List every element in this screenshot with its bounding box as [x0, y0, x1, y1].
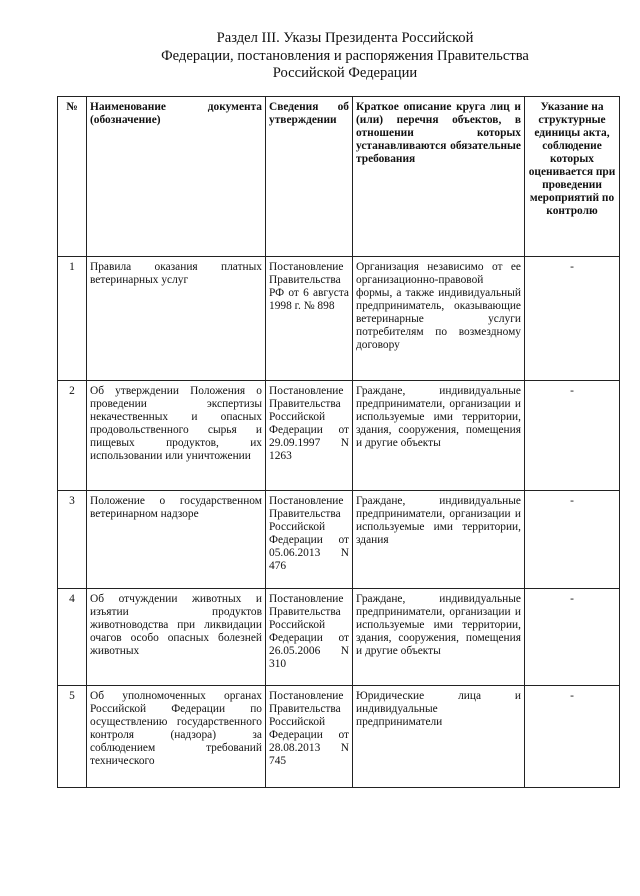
table-row	[58, 381, 620, 491]
row-number: 3	[58, 491, 87, 589]
subjects-description: Граждане, индивидуальные предприниматели, организации и используемые ими территории, здания	[353, 491, 525, 589]
structural-units: -	[525, 491, 620, 589]
document-name: Правила оказания платных ветеринарных услуг	[87, 257, 266, 381]
table-row	[58, 686, 620, 788]
structural-units: -	[525, 589, 620, 686]
approval-info: Постановление Правительства Российской Федерации от 05.06.2013 N 476	[266, 491, 353, 589]
approval-info: Постановление Правительства Российской Федерации от 29.09.1997 N 1263	[266, 381, 353, 491]
structural-units: -	[525, 257, 620, 381]
structural-units: -	[525, 381, 620, 491]
header-document-name: Наименование документа (обозначение)	[87, 97, 266, 257]
subjects-description: Организация независимо от ее организационно-правовой формы, а также индивидуальный предприниматель, оказывающие ветеринарные услуги потребителям по возмездному договору	[353, 257, 525, 381]
approval-info: Постановление Правительства Российской Федерации от 26.05.2006 N 310	[266, 589, 353, 686]
document-name: Положение о государственном ветеринарном надзоре	[87, 491, 266, 589]
row-number: 5	[58, 686, 87, 788]
section-title-line-2: Федерации, постановления и распоряжения Правительства	[161, 47, 529, 64]
table-header-row	[58, 97, 620, 257]
header-structural-units: Указание на структурные единицы акта, соблюдение которых оценивается при проведении мероприятий по контролю	[525, 97, 620, 257]
table-row	[58, 491, 620, 589]
approval-info: Постановление Правительства РФ от 6 августа 1998 г. № 898	[266, 257, 353, 381]
header-number: №	[58, 97, 87, 257]
row-number: 4	[58, 589, 87, 686]
row-number: 1	[58, 257, 87, 381]
header-subjects-description: Краткое описание круга лиц и (или) перечня объектов, в отношении которых устанавливаются обязательные требования	[353, 97, 525, 257]
row-number: 2	[58, 381, 87, 491]
table-row	[58, 257, 620, 381]
section-title-line-1: Раздел III. Указы Президента Российской	[216, 30, 474, 46]
subjects-description: Граждане, индивидуальные предприниматели, организации и используемые ими территории, здания, сооружения, помещения и другие объекты	[353, 381, 525, 491]
subjects-description: Юридические лица и индивидуальные предприниматели	[353, 686, 525, 788]
section-title-line-3: Российской Федерации	[272, 65, 418, 81]
header-approval-info: Сведения об утверждении	[266, 97, 353, 257]
document-name: Об отчуждении животных и изъятии продуктов животноводства при ликвидации очагов особо опасных болезней животных	[87, 589, 266, 686]
subjects-description: Граждане, индивидуальные предприниматели, организации и используемые ими территории, здания, сооружения, помещения и другие объекты	[353, 589, 525, 686]
approval-info: Постановление Правительства Российской Федерации от 28.08.2013 N 745	[266, 686, 353, 788]
requirements-table	[57, 96, 620, 788]
document-name: Об утверждении Положения о проведении экспертизы некачественных и опасных продовольственного сырья и пищевых продуктов, их использовании или уничтожении	[87, 381, 266, 491]
table-row	[58, 589, 620, 686]
section-title	[150, 30, 540, 83]
structural-units: -	[525, 686, 620, 788]
document-name: Об уполномоченных органах Российской Федерации по осуществлению государственного контроля (надзора) за соблюдением требований технического	[87, 686, 266, 788]
